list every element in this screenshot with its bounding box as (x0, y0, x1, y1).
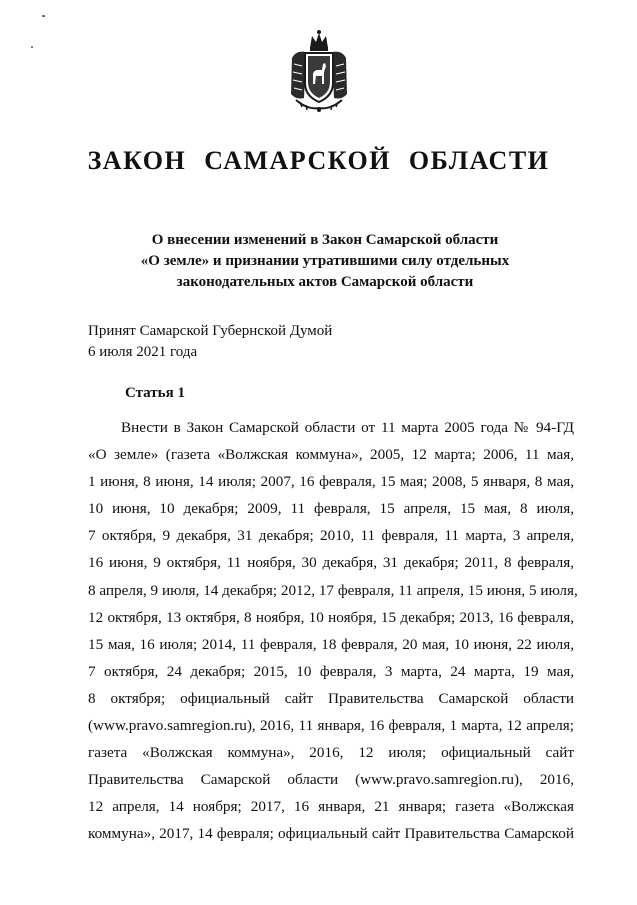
scan-speck (31, 46, 33, 48)
law-title: ЗАКОН САМАРСКОЙ ОБЛАСТИ (87, 146, 550, 175)
subject-line: законодательных актов Самарской области (176, 274, 474, 290)
subject-line: О внесении изменений в Закон Самарской области (151, 232, 499, 248)
body-line: коммуна», 2017, 14 февраля; официальный сайт Правительства Самарской (88, 825, 574, 843)
article-heading: Статья 1 (125, 385, 185, 401)
body-line: Внести в Закон Самарской области от 11 марта 2005 года № 94-ГД (121, 419, 574, 436)
body-line: Правительства Самарской области (www.pravo.samregion.ru), 2016, (88, 771, 574, 789)
body-line: 8 октября; официальный сайт Правительства Самарской области (88, 689, 574, 707)
adoption-date: 6 июля 2021 года (88, 344, 198, 360)
body-line: «О земле» (газета «Волжская коммуна», 2005, 12 марта; 2006, 11 мая, (88, 446, 574, 464)
adoption-note (88, 321, 332, 363)
article-body (88, 414, 578, 848)
body-line: 12 октября, 13 октября, 8 ноября, 10 ноября, 15 декабря; 2013, 16 февраля, (88, 608, 574, 626)
body-line: 16 июня, 9 октября, 11 ноября, 30 декабря, 31 декабря; 2011, 8 февраля, (88, 554, 574, 572)
body-line: 7 октября, 9 декабря, 31 декабря; 2010, 11 февраля, 11 марта, 3 апреля, (88, 527, 574, 545)
body-line: 7 октября, 24 декабря; 2015, 10 февраля, 3 марта, 24 марта, 19 мая, (88, 662, 574, 680)
subject-line: «О земле» и признании утратившими силу отдельных (140, 253, 510, 269)
body-line: 8 апреля, 9 июля, 14 декабря; 2012, 17 февраля, 11 апреля, 15 июня, 5 июля, (88, 581, 578, 599)
body-line: 10 июня, 10 декабря; 2009, 11 февраля, 15 апреля, 15 мая, 8 июля, (88, 500, 574, 518)
adoption-body: Принят Самарской Губернской Думой (88, 323, 333, 339)
body-line: (www.pravo.samregion.ru), 2016, 11 января, 16 февраля, 1 марта, 12 апреля; (88, 717, 574, 735)
body-line: 1 июня, 8 июня, 14 июля; 2007, 16 февраля, 15 мая; 2008, 5 января, 8 мая, (88, 473, 574, 491)
body-line: 12 апреля, 14 ноября; 2017, 16 января, 21 января; газета «Волжская (88, 798, 574, 816)
coat-of-arms-icon (288, 28, 350, 116)
body-line: 15 мая, 16 июля; 2014, 11 февраля, 18 февраля, 20 мая, 10 июня, 22 июля, (88, 635, 574, 653)
scan-speck (42, 15, 45, 17)
body-line: газета «Волжская коммуна», 2016, 12 июля; официальный сайт (88, 744, 574, 762)
law-subject (80, 230, 570, 293)
